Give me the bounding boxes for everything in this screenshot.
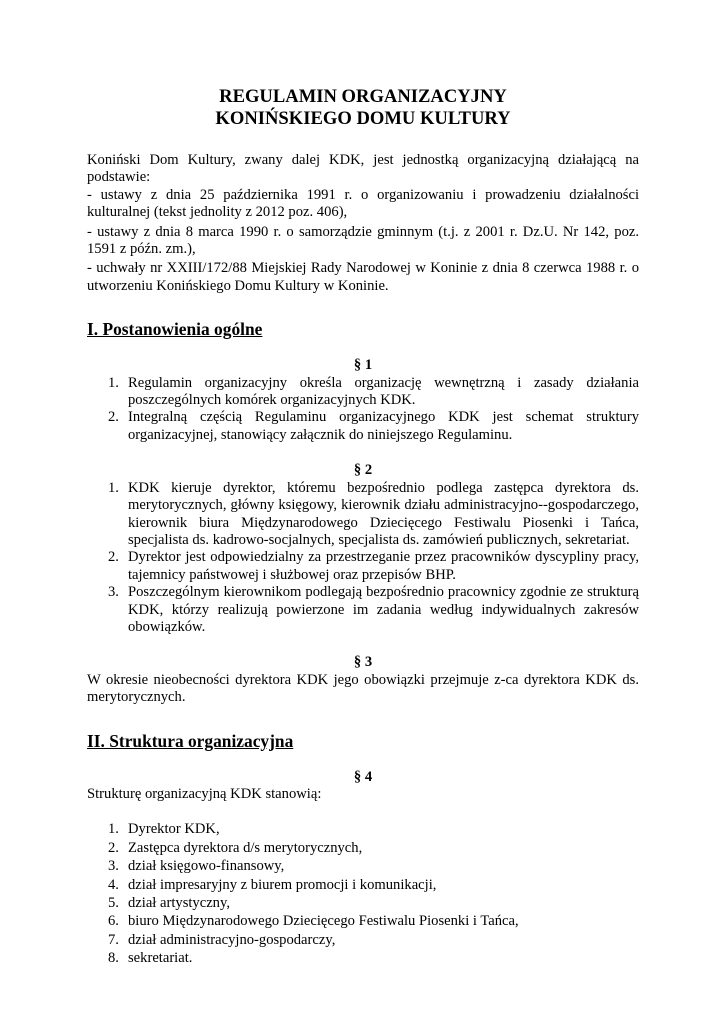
structure-list	[87, 821, 639, 967]
intro-block	[87, 152, 639, 295]
section-heading-general-provisions: I. Postanowienia ogólne	[87, 319, 263, 340]
list-item: 1. Regulamin organizacyjny określa organizację wewnętrzną i zasady działania poszczególnych komórek organizacyjnych KDK.	[108, 374, 639, 409]
list-item: 3. dział księgowo-finansowy,	[108, 858, 285, 875]
list-item: 2. Zastępca dyrektora d/s merytorycznych,	[108, 839, 363, 856]
intro-basis-1: - ustawy z dnia 25 października 1991 r. o organizowaniu i prowadzeniu działalności kulturalnej (tekst jednolity z 2012 poz. 406),	[87, 186, 639, 221]
list-item: 1. KDK kieruje dyrektor, któremu bezpośrednio podlega zastępca dyrektora ds. merytorycznych, główny księgowy, kierownik działu administracyjno--gospodarczego, kierownik biura Międzynarodowego Dziecięcego Festiwalu Piosenki i Tańca, specjalista ds. kadrowo-socjalnych, specjalista ds. zamówień publicznych, sekretariat.	[108, 479, 639, 548]
paragraph-4-lead: Strukturę organizacyjną KDK stanowią:	[87, 785, 322, 802]
paragraph-1-list	[87, 375, 639, 445]
intro-lead: Koniński Dom Kultury, zwany dalej KDK, jest jednostką organizacyjną działającą na podstawie:	[87, 152, 639, 186]
paragraph-mark-1: § 1	[353, 357, 373, 374]
intro-basis-3: - uchwały nr XXIII/172/88 Miejskiej Rady Narodowej w Koninie z dnia 8 czerwca 1988 r. o utworzeniu Konińskiego Domu Kultury w Koninie.	[87, 260, 639, 294]
paragraph-3-text: W okresie nieobecności dyrektora KDK jego obowiązki przejmuje z-ca dyrektora KDK ds. merytorycznych.	[87, 671, 639, 706]
list-item: 2. Dyrektor jest odpowiedzialny za przestrzeganie przez pracowników dyscypliny pracy, tajemnicy państwowej i służbowej oraz przepisów BHP.	[108, 549, 639, 583]
list-item: 8. sekretariat.	[108, 950, 193, 967]
document-title-line-1: REGULAMIN ORGANIZACYJNY	[219, 86, 507, 107]
intro-basis-2: - ustawy z dnia 8 marca 1990 r. o samorządzie gminnym (t.j. z 2001 r. Dz.U. Nr 142, poz. 1591 z późn. zm.),	[87, 223, 639, 258]
paragraph-2-list	[87, 480, 639, 637]
list-item: 2. Integralną częścią Regulaminu organizacyjnego KDK jest schemat struktury organizacyjnej, stanowiący załącznik do niniejszego Regulaminu.	[108, 409, 639, 443]
list-item: 5. dział artystyczny,	[108, 895, 230, 911]
list-item: 4. dział impresaryjny z biurem promocji i komunikacji,	[108, 876, 437, 893]
paragraph-mark-4: § 4	[353, 768, 373, 785]
list-item: 1. Dyrektor KDK,	[108, 821, 220, 838]
document-title-line-2: KONIŃSKIEGO DOMU KULTURY	[215, 108, 511, 129]
section-heading-organizational-structure: II. Struktura organizacyjna	[87, 730, 294, 751]
paragraph-mark-3: § 3	[353, 654, 373, 671]
list-item: 3. Poszczególnym kierownikom podlegają bezpośrednio pracownicy zgodnie ze strukturą KDK, którzy realizują powierzone im zadania według indywidualnych zakresów obowiązków.	[108, 584, 639, 635]
list-item: 7. dział administracyjno-gospodarczy,	[108, 931, 336, 948]
paragraph-mark-2: § 2	[353, 462, 373, 479]
document-page	[87, 86, 639, 969]
list-item: 6. biuro Międzynarodowego Dziecięcego Festiwalu Piosenki i Tańca,	[108, 913, 519, 930]
